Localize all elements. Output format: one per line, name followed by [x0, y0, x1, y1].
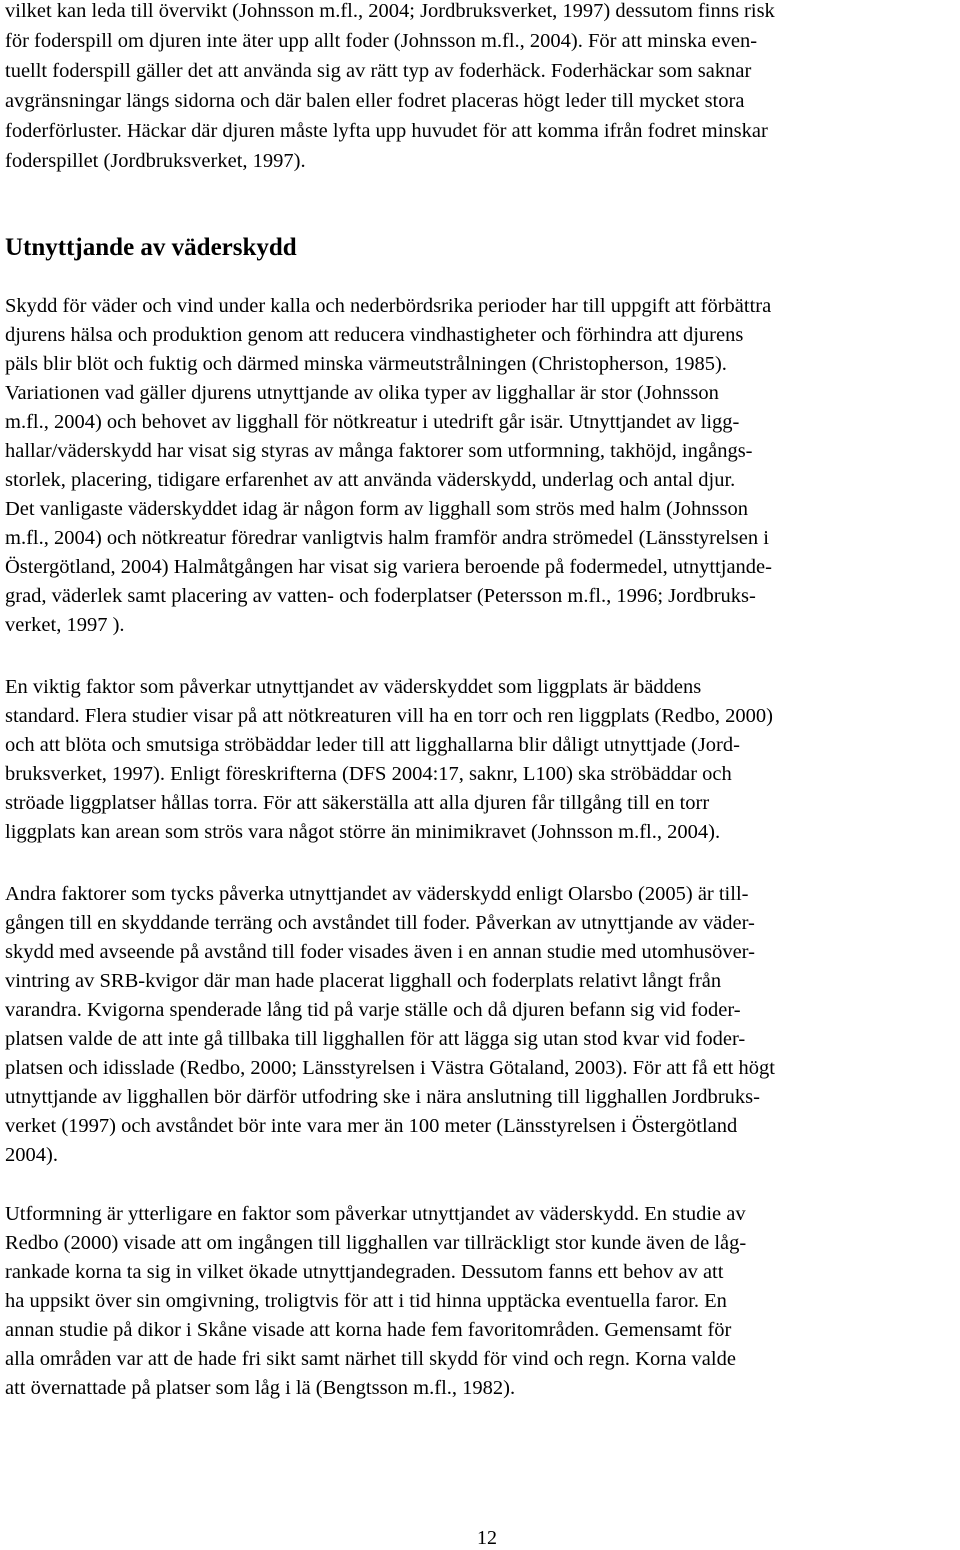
text-line: hallar/väderskydd har visat sig styras av många faktorer som utformning, takhöjd, ingångs- — [5, 440, 753, 462]
text-line: Östergötland, 2004) Halmåtgången har visat sig variera beroende på fodermedel, utnyttjande- — [5, 556, 772, 578]
text-line: verket (1997) och avståndet bör inte vara mer än 100 meter (Länsstyrelsen i Östergötland — [5, 1115, 738, 1137]
text-line: Andra faktorer som tycks påverka utnyttjandet av väderskydd enligt Olarsbo (2005) är till- — [5, 883, 749, 905]
text-line: varandra. Kvigorna spenderade lång tid på varje ställe och då djuren befann sig vid foder- — [5, 999, 741, 1021]
text-line: Variationen vad gäller djurens utnyttjande av olika typer av ligghallar är stor (Johnsson — [5, 382, 719, 404]
text-line: foderspillet (Jordbruksverket, 1997). — [5, 150, 306, 172]
text-line: m.fl., 2004) och behovet av ligghall för nötkreatur i utedrift går isär. Utnyttjandet av ligg- — [5, 411, 740, 433]
text-line: vilket kan leda till övervikt (Johnsson m.fl., 2004; Jordbruksverket, 1997) dessutom finns risk — [5, 0, 775, 22]
text-line: m.fl., 2004) och nötkreatur föredrar vanligtvis halm framför andra strömedel (Länsstyrelsen i — [5, 527, 769, 549]
text-line: att övernattade på platser som låg i lä (Bengtsson m.fl., 1982). — [5, 1377, 516, 1399]
text-line: alla områden var att de hade fri sikt samt närhet till skydd för vind och regn. Korna valde — [5, 1348, 736, 1370]
text-line: Utformning är ytterligare en faktor som påverkar utnyttjandet av väderskydd. En studie av — [5, 1203, 746, 1225]
text-line: för foderspill om djuren inte äter upp allt foder (Johnsson m.fl., 2004). För att minska even- — [5, 30, 758, 52]
body-paragraph — [5, 1200, 746, 1403]
text-line: 2004). — [5, 1144, 58, 1166]
text-line: djurens hälsa och produktion genom att reducera vindhastigheter och förhindra att djurens — [5, 324, 744, 346]
body-paragraph — [5, 880, 775, 1170]
text-line: foderförluster. Häckar där djuren måste lyfta upp huvudet för att komma ifrån fodret minskar — [5, 120, 768, 142]
text-line: gången till en skyddande terräng och avståndet till foder. Påverkan av utnyttjande av väder- — [5, 912, 755, 934]
body-paragraph — [5, 292, 772, 640]
text-line: Skydd för väder och vind under kalla och nederbördsrika perioder har till uppgift att förbättra — [5, 295, 772, 317]
text-line: platsen och idisslade (Redbo, 2000; Länsstyrelsen i Västra Götaland, 2003). För att få ett högt — [5, 1057, 775, 1079]
text-line: vintring av SRB-kvigor där man hade placerat ligghall och foderplats relativt långt från — [5, 970, 722, 992]
text-line: avgränsningar längs sidorna och där balen eller fodret placeras högt leder till mycket stora — [5, 90, 745, 112]
intro-paragraph — [5, 0, 775, 176]
text-line: platsen valde de att inte gå tillbaka till ligghallen för att lägga sig utan stod kvar vid foder- — [5, 1028, 746, 1050]
text-line: rankade korna ta sig in vilket ökade utnyttjandegraden. Dessutom fanns ett behov av att — [5, 1261, 724, 1283]
section-heading: Utnyttjande av väderskydd — [5, 234, 297, 261]
text-line: storlek, placering, tidigare erfarenhet av att använda väderskydd, underlag och antal djur. — [5, 469, 736, 491]
text-line: verket, 1997 ). — [5, 614, 125, 636]
page-number: 12 — [477, 1527, 497, 1549]
text-line: tuellt foderspill gäller det att använda sig av rätt typ av foderhäck. Foderhäckar som saknar — [5, 60, 752, 82]
text-line: skydd med avseende på avstånd till foder visades även i en annan studie med utomhusöver- — [5, 941, 755, 963]
text-line: annan studie på dikor i Skåne visade att korna hade fem favoritområden. Gemensamt för — [5, 1319, 732, 1341]
text-line: Det vanligaste väderskyddet idag är någon form av ligghall som strös med halm (Johnsson — [5, 498, 748, 520]
text-line: liggplats kan arean som strös vara något större än minimikravet (Johnsson m.fl., 2004). — [5, 821, 721, 843]
text-line: bruksverket, 1997). Enligt föreskrifterna (DFS 2004:17, saknr, L100) ska ströbäddar och — [5, 763, 732, 785]
text-line: Redbo (2000) visade att om ingången till ligghallen var tillräckligt stor kunde även de låg- — [5, 1232, 747, 1254]
text-line: grad, väderlek samt placering av vatten- och foderplatser (Petersson m.fl., 1996; Jordbruks- — [5, 585, 756, 607]
text-line: standard. Flera studier visar på att nötkreaturen vill ha en torr och ren liggplats (Redbo, 2000) — [5, 705, 773, 727]
text-line: och att blöta och smutsiga ströbäddar leder till att ligghallarna blir dåligt utnyttjade (Jord- — [5, 734, 740, 756]
text-line: utnyttjande av ligghallen bör därför utfodring ske i nära anslutning till ligghallen Jordbruks- — [5, 1086, 760, 1108]
text-line: ströade liggplatser hållas torra. För att säkerställa att alla djuren får tillgång till en torr — [5, 792, 710, 814]
text-line: ha uppsikt över sin omgivning, troligtvis för att i tid hinna upptäcka eventuella faror. En — [5, 1290, 727, 1312]
text-line: päls blir blöt och fuktig och därmed minska värmeutstrålningen (Christopherson, 1985). — [5, 353, 727, 375]
text-line: En viktig faktor som påverkar utnyttjandet av väderskyddet som liggplats är bäddens — [5, 676, 702, 698]
body-paragraph — [5, 673, 773, 847]
